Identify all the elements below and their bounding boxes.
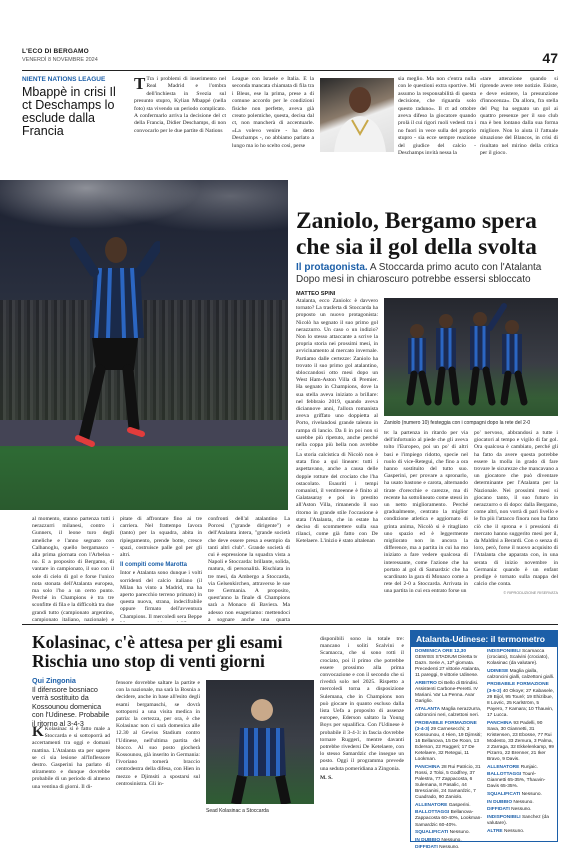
top-story-col2: League con Israele e Italia. È la seconda mancata chiamata di fila tra i Bleus, ese la prima, prese a di comune accordo per le condizioni fisiche non perfette, aveva già creato polemiche, questa, decisa dal ct, non mancherà di accentuarle. «La volevo venire - ha detto Deschamps -, no abbiamo parlato a lungo ma io ho scelto così, perse: [232, 76, 314, 149]
thermometer-entry-heading: ATALANTA: [415, 706, 441, 712]
masthead-rule: [22, 70, 554, 71]
bottom-story-col3: [320, 636, 404, 842]
standfirst-label: Il protagonista.: [296, 262, 368, 273]
team-celebration-photo: [384, 298, 558, 416]
thermometer-entry-text: 93 Padelli, 90 Sava, 30 Giannetti, 31 Kristensen, 23 Ebosse, 77 Rui Modesto, 33 Zemura, 3 Palma, 2 Zarraga, 32 Ekkelenkamp, 99 Pizarro, 22 Brenner, 21 Iker Bravo, 9 Davis.: [487, 720, 554, 763]
thermometer-entry-text: Di Bello di Brindisi. Assistenti Carbone-Peretti. IV Mariani. Var La Penna. Avar Gariglio.: [415, 680, 479, 705]
thermometer-entry-text: Nessuno.: [511, 807, 532, 813]
bottom-standfirst-label: Qui Zingonia: [32, 676, 76, 685]
thermometer-entry-text: Nessuno.: [503, 828, 525, 834]
thermometer-entry-heading: SQUALIFICATI: [487, 792, 521, 798]
main-story-headline: Zaniolo, Bergamo spera che sia il gol della svolta: [296, 208, 537, 260]
thermometer-entry-text: Touré-Giannetti 65-35%, Thauvin-Davis 65-35%.: [487, 772, 546, 790]
thermometer-entry-heading: PROBABILE FORMAZIONE (3-4-3): [415, 720, 477, 732]
kolasinac-caption: Sead Kolasinac a Stoccarda: [206, 808, 269, 814]
thermometer-right-col: [487, 649, 555, 836]
main-story-col4-text: po' nervoso, abbrandosi a tutte i giocatori al tempo e vigilo di far gol. Ora qualcosa è cambiato, perché gli ha fatto da avere questa potrebbe essere la molla in grado di fare trovare le sicurezze che mancavano a un giocatore che può diventare determinante per l'Atalanta per la Nazionale. Nei prossimi mesi si giocano tanto, il suo futuro in nerazzurro o di dopo: dalla Bergamo, come altri, non vorrà di pari livello e le fra più l'attacco finora non ha fatto ciò che il sprona e i pressioni di mercato hanno suggerito mesi per il, da Maldini a Berardi. Con o senza di loro, però, forse il nuovo acquisito di l'Atalanta che apparata con, in una serata di inizio novembre in Germania: quando è un enfant prodige è tornato sulla mappa del calcio che conta.: [474, 430, 558, 588]
main-story-left-col2: [120, 516, 202, 622]
thermometer-entry: [487, 772, 555, 790]
thermometer-entry-text: 28 Rui Patricio, 31 Rossi, 2 Toloi, 5 Godfrey, 37 Palestra, 77 Zappacosta, 6 Sulemana, 8 Pasalic, 44 Brescianini, 24 Samardzic, 7 Cuadrado, 90 Zaniolo.: [415, 764, 481, 801]
thermometer-entry: [415, 707, 483, 719]
thermometer-title: Atalanta-Udinese: il termometro: [411, 631, 557, 647]
thermometer-entry: [487, 807, 555, 813]
copyright-notice: © RIPRODUZIONE RISERVATA: [503, 591, 558, 596]
thermometer-entry-heading: DIFFIDATI: [415, 845, 438, 849]
masthead: [22, 48, 562, 70]
main-story-left-col3-text: confronti dell'al atalantino La Porcesi ("grande dirigente") e dell'Atalanta intera, "grande società che deve essere presa a esempio da tanti altri club". Grande società di cui è espressione la squadra vista a Napoli e Stoccarda: brillante, solida, matura, di personalità. Rischiata in tre mesi, da Ambergo a Stoccarda, via Gelsenkirchen, attraverso le sue tre Germania. A proposito, quest'anno la finale di Champions sarà a Monaco di Baviera. Ma adesso non esageriamo: mettendoci a sognare anche una quarta: [208, 516, 290, 622]
team-photo-caption: Zaniolo (numero 10) festeggia con i compagni dopo la rete del 2-0: [384, 420, 531, 426]
mbappe-photo-figure: [320, 78, 394, 152]
thermometer-entry-heading: ARBITRO: [415, 680, 437, 686]
thermometer-entry-text: Runjaic.: [520, 764, 539, 770]
main-story-col1: Atalanta, ecco Zaniolo: è davvero tornato? La trasferta di Stoccarda ha proposto un nuovo protagonista: Nicolò ha segnato il suo primo gol nerazzurro. Un caso o un indizio? Non lo stesso attaccante a scrive la propria storia nei prossimi mesi, in avvicinamento al mercato invernale. Partiamo dalle certezze: Zaniolo ha trovato il suo primo gol atalantino, sbloccandosi otto mesi dopo un West Ham-Aston Villa di Premier. Ha segnato in Champions, dove la sua stella aveva iniziato a brillare: nel febbraio 2019, quando aveva diciannove anni, l'allora romanista aveva griffato uno doppietta al Porto, rivelandosi grande talento in rampa di lancio. Da lì in poi non si sarebbe più ripetuto, anche perché nella coppa più bella non avrebbe: [296, 298, 378, 449]
thermometer-entry-text: Maglia nerazzurra, calzoncini neri, calzettoni neri.: [415, 706, 482, 718]
bottom-story-col1-text: Kolasinac si è fatto male a Stoccarda e si sottoporrà ad accertamenti tra oggi e domani mattina. L'Atalanta sta per sapere se ci sia lesione all'Inflessore destro. Gasperini ha parlato di stiramento e dunque dovrebbe probabile di un periodo di almeno una ventina di giorni. Il di-: [32, 726, 110, 790]
thermometer-entry-heading: SQUALIFICATI: [415, 830, 449, 836]
thermometer-entry-heading: PANCHINA: [487, 720, 512, 726]
thermometer-entry: [487, 721, 555, 764]
thermometer-entry-heading: ALLENATORE: [415, 802, 448, 808]
thermometer-entry-text: Bellanova-Zappacosta 60-40%, Lookman-Samardzic 60-40%.: [415, 810, 482, 828]
thermometer-entry-heading: BALLOTTAGGI: [415, 810, 450, 816]
main-story-col2: La storia calcistica di Nicolò non è stata fino a qui lineare: tutti i aspettavano, anche a causa delle doppie rotture del crociato che l'ha ostacolato. Esauriti i tempi romanisti, il ventitreenne è finito al Galatasaray e poi in prestito all'Aston Villa, rimanendo il suo ritorno in grande stile l'occasione è stata l'Atalanta, che in estate ha deciso di scommettere sulla sua rilanci, come già fatto con De Ketelaere. L'inizio è stato altalenan: [296, 452, 378, 545]
zaniolo-player-figure: [70, 220, 160, 470]
thermometer-entry-heading: PROBABILE FORMAZIONE (3-5-2): [487, 682, 549, 694]
thermometer-entry: [487, 765, 555, 771]
team-celebration-figures: [384, 298, 558, 416]
thermometer-entry-text: Sanchez (da valutare).: [487, 814, 549, 826]
thermometer-entry-heading: DIFFIDATI: [487, 807, 510, 813]
thermometer-entry: [487, 649, 555, 667]
page-number: 47: [542, 50, 558, 66]
kolasinac-photo: [206, 680, 314, 804]
thermometer-entry-text: Nessuno.: [513, 799, 534, 805]
main-story-col3: te: la partenza in ritardo per via dell'infortunio al piede che gli aveva tolto l'Europeo, poi un po' di altri basi e l'impiego ridotto, specie nel ruolo di vice-Retegui, che fino a ora hanno sostituito del tutto suo. Gasperini, per provare a spronarlo, ha usato bastone e carota, alternando tirate d'orecchie e carezze, ma di recente ha sottolineato come stessi in un netto miglioramento. Perché gradualmente, centrato la miglior condizione atletica e aggiornato di grinta anima, Nicolò si è ritagliato uno spazio ed è leggermente migliorato non in ancora la difference, ma a partita in cui ha mo iniziato a fare vedere qualcosa di interessante, come l'azione che ha portato al gol di Samardzic che ha scardinato la gara di Monaco come a rete del 2-0 a Stoccarda. Arrivata in una partita in cui era entrato forse un: [384, 430, 468, 595]
thermometer-entry: [415, 838, 483, 844]
thermometer-entry-heading: BALLOTTAGGI: [487, 772, 522, 778]
thermometer-entry-text: Nessuno.: [439, 845, 460, 849]
thermometer-entry-heading: INDISPONIBILI: [487, 814, 521, 820]
kolasinac-figure: [206, 680, 314, 804]
top-story-col3: sia meglio. Ma non c'entra nulla con le questioni extra sportive. Mi assumo la responsabilità di questa decisione, che riguarda solo questo raduno». Il ct ad ottobre aveva difeso la giocatore quando prolà il cui rigori ruoli vedesti tra i no fuori in vece sulla del proprio stupro - sia ecce sempre reazione del giudice del calcio - Deschamps invità nessa la: [398, 76, 476, 157]
dropcap: T: [134, 76, 146, 93]
thermometer-entry-text: Scamacca (crociato), Scalvini (crociato), Kolasinac (da valutare).: [487, 649, 549, 667]
main-story-subhead-text: Intor e Atalanta sono dunque i volti sorridenti del calcio italiano (il Milan ha vinto a Madrid, ma ha aperto parecchio terreno primato) in questa nuova, strana, indecifrabile oppure firmato dell'avventura Champions. Il mercoledì sera Beppe: [120, 570, 202, 620]
thermometer-entry: [415, 721, 483, 764]
thermometer-entry: [487, 669, 555, 681]
top-story-col1-text: Tra i problemi di inserimento nel Real Madrid e l'ombra dell'inchiesta in Svezia sul presunto stupro, Kylian Mbappé (nella foto) sta vivendo un periodo complicato. A confermarlo arriva la decisione del ct della Francia, Didier Deschamps, di non convocarlo per le due partite di Nations: [134, 76, 226, 134]
thermometer-entry-heading: ALLENATORE: [487, 764, 520, 770]
zaniolo-celebration-photo: [0, 180, 288, 510]
thermometer-entry-heading: DOMENICA ORE 12,30: [415, 649, 467, 654]
main-story-col4: [474, 430, 558, 614]
bottom-story-col1: [32, 726, 110, 842]
bottom-rule: [22, 624, 558, 625]
thermometer-entry: [415, 765, 483, 802]
thermometer-entry: [487, 800, 555, 806]
thermometer-entry-text: Nessuno.: [521, 792, 542, 798]
thermometer-entry: [487, 829, 555, 835]
mbappe-photo: [320, 78, 394, 152]
thermometer-entry: [487, 682, 555, 719]
bottom-story-headline: Kolasinac, c'è attesa per gli esami Rischia uno stop di venti giorni: [32, 632, 283, 671]
thermometer-entry: [415, 810, 483, 828]
standfirst-text: A Stoccarda primo acuto con l'Atalanta Dopo mesi in chiaroscuro potrebbe essersi sbloccato: [296, 262, 542, 285]
thermometer-entry: [487, 815, 555, 827]
paper-date: VENERDÌ 8 NOVEMBRE 2024: [22, 57, 98, 63]
top-story-col4: «tare attenzione quando si riprende avere rete notizie. Esiste, e deve esistere, la presunzione d'innocenza». Da allora, fra stella del Psg ha segnato un gol ai quattro presenze per il suo club ma è ben lontano dalla sua forma migliore. Non lo aiuta il l'attuale situazione del Blancos, in crisi di risultato nel mirino della critica per il gioco.: [480, 76, 558, 157]
main-story-left-col1: al momento, stanno partenza tutti i nerazzurri milanesi, contro i Gunners, il leone turo degli ameliche e l'anno segnato con Calhanoglu, quello bergamasco - alla prima giornata con l'Arbeloa - no. E a proposito di Bergamo, di vantare in campionato, il suo con il sole di cielo di gol e forse l'unico nota stonata dell'Atalanta europea, ma solo l'ho a un certo punto. Perché in Champions è tra tre sconfitte di fila e la difficoltà tra due grandi tutto (campionato argentino, campionato italiano, nazionale) e: [32, 516, 114, 622]
thermometer-entry-heading: ALTRE: [487, 828, 503, 834]
top-story-kicker: NIENTE NATIONS LEAGUE: [22, 76, 106, 83]
thermometer-entry-heading: IN DUBBIO: [415, 837, 441, 843]
main-story-left-col2-text: pitate di affrontare fino ai tre carriera. Nel frattempo Iavora (tanto) per la squadra, abita in ripiegamento, prende botte, cresce spazi, costruisce palle gol per gli altri.: [120, 516, 202, 559]
thermometer-entry-text: Nessuno.: [449, 830, 470, 836]
main-story-subhead: Il compiti come Marotta: [120, 562, 188, 569]
top-story-col1: [134, 76, 226, 166]
thermometer-entry-text: Maglia gialla, calzoncini gialli, calzettoni gialli.: [487, 668, 555, 680]
bottom-story-col2: fensore dovrebbe saltare la partite e con la nazionale, ma sarà la Bosnia a decidere, anche in base all'esito degli esami bergamaschi, se dovrà sottoporsi a una visita medica in patria: la certezza, per ora, è che Kolasinac non ci sarà domenica alle 12.30 al Gewiss Stadium contro l'Udinese, nell'ultima partita del blocco. Al suo posto giocherà Kossounou, già inserito in Germania: l'ivoriano tornerà braccio centrodestra della difesa, con Hien in mezzo e Djimsiti a spostarsi sul centrosinistra. Gli in-: [116, 680, 200, 787]
match-thermometer-box: [410, 630, 558, 849]
bottom-story-signature: M. S.: [320, 774, 333, 781]
thermometer-entry-text: 40 Okoye; 27 Kabasele, 29 Bijol, 95 Touré; 19 Ehizibue, 8 Lovric, 25 Karlström, 5 Payero, 7 Kamara; 10 Thauvin, 17 Lucca.: [487, 688, 554, 718]
thermometer-entry: [487, 792, 555, 798]
thermometer-entry-text: 29 Carnesecchi; 3 Kossounou, 4 Hien, 19 Djimsiti; 16 Bellanova, 15 De Roon, 13 Ederson, 22 Ruggeri; 17 De Ketelaere, 32 Retegui, 11 Lookman.: [415, 726, 482, 763]
thermometer-entry-text: Nessuno.: [441, 837, 462, 843]
thermometer-left-col: [415, 649, 483, 849]
bottom-story-col3-text: disponibili sono in totale tre: mancano i soliti Scalvini e Scamacca, che si sono rotti il crociato, poi il primo che potrebbe essere prossimo alla prima convocazione e con il secondo che si rivedrà solo nel 2025. Rispetto a mercoledì torna a disposizione Sulemana, che in Champions non può giocare in quanto escluso dalla lista Uefa a proposito di assenze europee, Ederson saltato la Young Boys per squalifica. Con l'Udinese è probabile il 3-4-3: in fascia dovrebbe tornare Ruggeri, mentre davanti potrebbe rivedersi De Ketelaere, con lo stesso Samardzic che insegue un posto. Oggi il programma prevede una seduta pomeridiana a Zingonia.: [320, 636, 404, 772]
thermometer-entry-text: GEWISS STADIUM Diretta tv Dazn. Serie A, 12ª giornata. Precedenti 27 vittorie Atalanta, 11 pareggi, 9 vittorie Udinese.: [415, 655, 481, 679]
thermometer-entry-heading: IN DUBBIO: [487, 799, 513, 805]
thermometer-entry: [415, 845, 483, 849]
thermometer-entry: [415, 830, 483, 836]
top-story: [22, 76, 558, 176]
main-story-left-col3: [208, 516, 290, 622]
thermometer-entry-text: Gasperini.: [448, 802, 471, 808]
top-story-heading: [22, 76, 122, 138]
bottom-story-standfirst: [32, 677, 110, 729]
thermometer-entry-heading: INDISPONIBILI: [487, 649, 521, 654]
thermometer-entry: [415, 803, 483, 809]
thermometer-entry-heading: PANCHINA: [415, 764, 440, 770]
top-story-headline: Mbappè in crisi Il ct Deschamps lo esclude dalla Francia: [22, 85, 116, 138]
thermometer-entry: [415, 681, 483, 705]
main-story-standfirst: [296, 262, 558, 286]
byline: MATTEO SPINI: [296, 291, 336, 297]
paper-name: L'ECO DI BERGAMO: [22, 48, 89, 55]
thermometer-entry-heading: UDINESE: [487, 668, 509, 674]
dropcap: K: [32, 726, 44, 740]
thermometer-entry: [415, 649, 483, 679]
bottom-standfirst-text: Il difensore bosniaco verrà sostituito da Kossounou domenica con l'Udinese. Probabile il ritorno al 3-4-3: [32, 684, 110, 728]
